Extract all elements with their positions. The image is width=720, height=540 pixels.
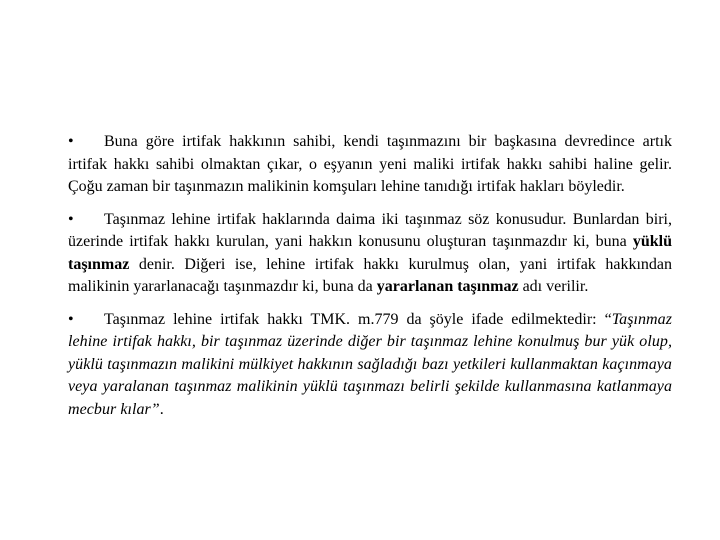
paragraph-3-text: Taşınmaz lehine irtifak hakkı TMK. m.779 da şöyle ifade edilmektedir: xyxy=(104,310,605,328)
paragraph-1 xyxy=(68,131,672,199)
term-yuklu-tasinmaz: yüklü taşınmaz xyxy=(68,233,672,273)
term-yararlanan-tasinmaz: yararlanan taşınmaz xyxy=(376,278,519,295)
paragraph-3 xyxy=(68,309,672,422)
paragraph-3-end: . xyxy=(159,400,164,418)
paragraph-2 xyxy=(68,209,672,299)
law-quote: Taşınmaz lehine irtifak hakkı, bir taşınmaz üzerinde diğer bir taşınmaz lehine konulmuş bur yük olup, yüklü taşınmazın malikini mülkiyet hakkının sağladığı bazı yetkileri kullanmaktan kaçınmaya veya yaralanan taşınmaz malikinin yüklü taşınmazı belirli şekilde kullanmasına katlanmaya mecbur kılar” xyxy=(68,310,672,418)
quote-open-mark: “ xyxy=(604,310,612,328)
paragraph-2-text-2: denir. Diğeri ise, lehine irtifak hakkı kurulmuş olan, yani irtifak hakkından malikinin yararlanacağı taşınmazdır ki, buna da xyxy=(68,255,672,295)
paragraph-2-text-3: adı verilir. xyxy=(518,278,589,295)
paragraph-1-text: Buna göre irtifak hakkının sahibi, kendi taşınmazını bir başkasına devredince artık irtifak hakkı sahibi olmaktan çıkar, o eşyanın yeni maliki irtifak hakkı sahibi haline gelir. Çoğu zaman bir taşınmazın malikinin komşuları lehine tanıdığı irtifak hakları böyledir. xyxy=(68,133,672,195)
bullet-marker: • xyxy=(68,133,74,150)
paragraph-2-text-1: Taşınmaz lehine irtifak haklarında daima iki taşınmaz söz konusudur. Bunlardan biri, üzerinde irtifak hakkı kurulan, yani hakkın konusunu oluşturan taşınmazdır ki, buna xyxy=(68,210,672,250)
bullet-marker: • xyxy=(68,210,74,228)
bullet-marker: • xyxy=(68,310,74,328)
slide-body xyxy=(68,131,672,431)
